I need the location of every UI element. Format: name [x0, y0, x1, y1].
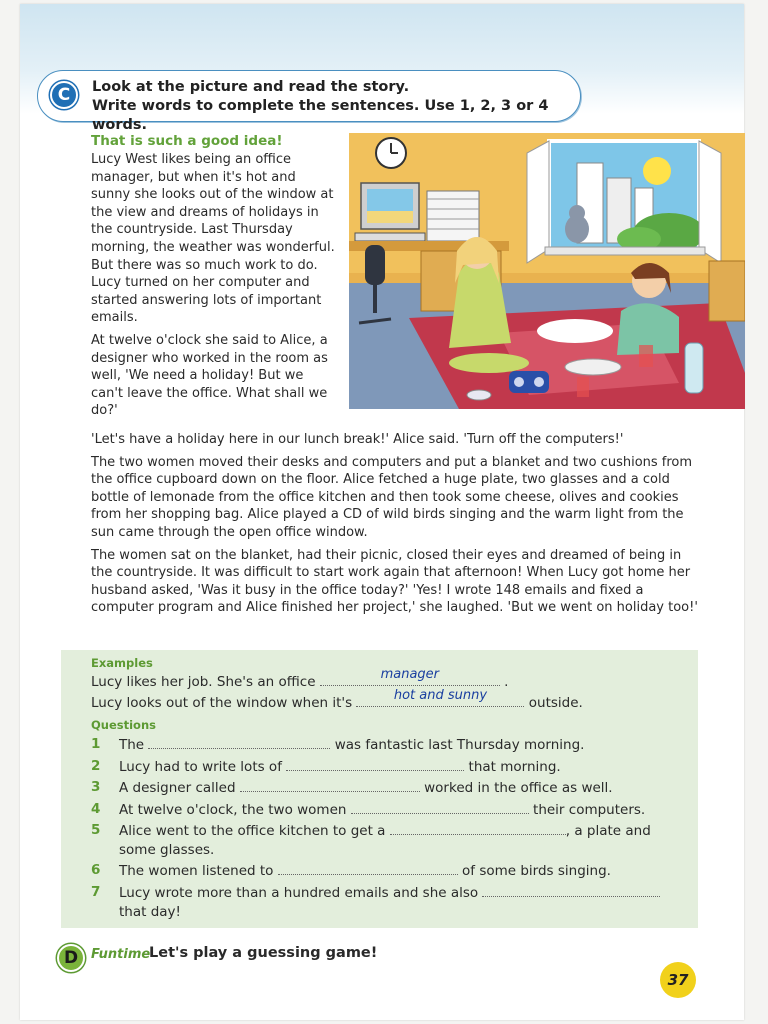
question-text: Lucy had to write lots of — [119, 759, 282, 775]
question-7-continued: that day! — [119, 904, 181, 920]
question-text: The women listened to — [119, 863, 274, 879]
examples-label: Examples — [91, 656, 153, 670]
question-text: The — [119, 737, 145, 753]
answer-blank[interactable] — [286, 759, 464, 771]
story-paragraph: The women sat on the blanket, had their picnic, closed their eyes and dreamed of being in the countryside. It was difficult to start work again that afternoon! When Lucy got home her husband asked, 'Was it busy in the office today?' 'Yes! I wrote 148 emails and fixed a computer program and Alice finished her project,' she laughed. 'But we went on holiday too!' — [91, 547, 698, 616]
answer-blank[interactable] — [240, 780, 420, 792]
question-1 — [119, 736, 584, 754]
page-number: 37 — [660, 962, 696, 998]
question-7 — [119, 884, 660, 902]
answer-blank[interactable] — [148, 737, 330, 749]
question-number: 7 — [91, 884, 101, 900]
example-text: Lucy looks out of the window when it's — [91, 695, 353, 711]
question-6 — [119, 862, 611, 880]
question-5 — [119, 822, 651, 840]
question-number: 2 — [91, 758, 101, 774]
example-2 — [91, 688, 583, 712]
instruction-line-2: Write words to complete the sentences. Use 1, 2, 3 or 4 words. — [92, 98, 549, 133]
section-d-title: Let's play a guessing game! — [149, 945, 378, 961]
example-answer: manager — [380, 667, 440, 682]
question-number: 6 — [91, 862, 101, 878]
question-2 — [119, 758, 561, 776]
story-paragraph: At twelve o'clock she said to Alice, a designer who worked in the room as well, 'We need a holiday! But we can't leave the office. What shall we do?' — [91, 332, 328, 419]
question-4 — [119, 801, 645, 819]
story-paragraph: 'Let's have a holiday here in our lunch break!' Alice said. 'Turn off the computers!' — [91, 432, 624, 447]
answer-blank[interactable] — [482, 885, 660, 897]
answer-blank[interactable] — [390, 823, 566, 835]
question-5-continued: some glasses. — [119, 842, 215, 858]
question-text: A designer called — [119, 780, 236, 796]
question-number: 5 — [91, 822, 101, 838]
question-number: 3 — [91, 779, 101, 795]
example-answer: hot and sunny — [393, 688, 488, 703]
question-3 — [119, 779, 613, 797]
question-text: that morning. — [468, 759, 561, 775]
section-d-badge: D — [57, 944, 85, 972]
funtime-logo: Funtime — [91, 947, 151, 962]
story-paragraph: The two women moved their desks and computers and put a blanket and two cushions from the office cupboard down on the floor. Alice fetched a huge plate, two glasses and a cold bottle of lemonade from the office kitchen and then took some cheese, olives and cookies from her shopping bag. Alice played a CD of wild birds singing and the warm light from the sun came through the open office window. — [91, 454, 693, 540]
question-text: , a plate and — [565, 823, 651, 839]
question-text: worked in the office as well. — [424, 780, 613, 796]
example-text: outside. — [528, 695, 583, 711]
answer-blank[interactable] — [351, 802, 529, 814]
story-continued — [91, 431, 701, 622]
story-paragraph: Lucy West likes being an office manager, but when it's hot and sunny she looks out of the window at the view and dreams of holidays in the countryside. Last Thursday morning, the weather was wonderful. But there was so much work to do. Lucy turned on her computer and started answering lots of important emails. — [91, 152, 335, 326]
answer-blank[interactable] — [278, 863, 458, 875]
answer-blank — [356, 688, 524, 707]
question-text: their computers. — [533, 802, 646, 818]
question-number: 1 — [91, 736, 101, 752]
question-text: was fantastic last Thursday morning. — [334, 737, 585, 753]
office-picnic-illustration — [349, 133, 745, 409]
question-text: At twelve o'clock, the two women — [119, 802, 347, 818]
answer-blank — [320, 667, 500, 686]
question-text: Lucy wrote more than a hundred emails and she also — [119, 885, 479, 901]
story-column — [91, 151, 339, 425]
example-text: Lucy likes her job. She's an office — [91, 674, 316, 690]
story-title: That is such a good idea! — [91, 133, 283, 149]
question-text: Alice went to the office kitchen to get a — [119, 823, 386, 839]
instruction-text — [92, 78, 580, 135]
question-text: of some birds singing. — [462, 863, 611, 879]
question-number: 4 — [91, 801, 101, 817]
questions-label: Questions — [91, 718, 156, 732]
instruction-banner — [37, 70, 581, 133]
example-text: . — [504, 674, 509, 690]
section-c-badge: C — [50, 81, 78, 109]
instruction-line-1: Look at the picture and read the story. — [92, 79, 410, 95]
